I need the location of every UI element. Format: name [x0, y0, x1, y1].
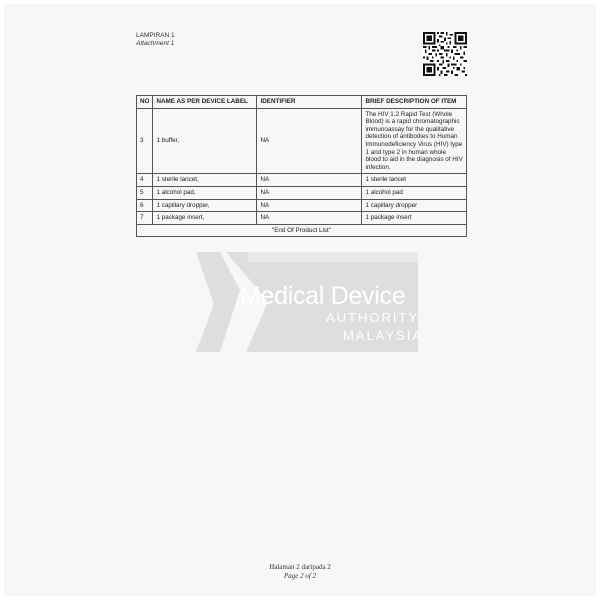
- cell-no: 4: [137, 174, 153, 187]
- page-number-english: Page 2 of 2: [283, 572, 317, 580]
- end-of-product-list: "End Of Product List": [137, 224, 467, 237]
- header-no: NO: [137, 96, 153, 109]
- table-row: [137, 186, 467, 199]
- cell-identifier: NA: [257, 174, 362, 187]
- cell-description: 1 alcohol pad: [362, 186, 467, 199]
- header-identifier: IDENTIFIER: [257, 96, 362, 109]
- attachment-label: Attachment 1: [136, 40, 175, 47]
- watermark-shape: [196, 252, 240, 352]
- cell-name: 1 alcohol pad,: [153, 186, 257, 199]
- cell-identifier: NA: [257, 212, 362, 225]
- cell-name: 1 sterile lancet,: [153, 174, 257, 187]
- cell-name: 1 capillary dropper,: [153, 199, 257, 212]
- cell-description: 1 capillary dropper: [362, 199, 467, 212]
- cell-identifier: NA: [257, 186, 362, 199]
- lampiran-label: LAMPIRAN 1: [136, 32, 175, 39]
- watermark-text-medical-device: Medical Device: [240, 282, 406, 310]
- cell-no: 6: [137, 199, 153, 212]
- cell-no: 3: [137, 108, 153, 174]
- table-row: [137, 199, 467, 212]
- cell-no: 7: [137, 212, 153, 225]
- page-footer: [4, 563, 596, 581]
- cell-name: 1 buffer,: [153, 108, 257, 174]
- watermark-text-malaysia: MALAYSIA: [343, 328, 424, 343]
- cell-description: 1 sterile lancet: [362, 174, 467, 187]
- cell-identifier: NA: [257, 199, 362, 212]
- header-name: NAME AS PER DEVICE LABEL: [153, 96, 257, 109]
- cell-name: 1 package insert,: [153, 212, 257, 225]
- end-of-list-row: [137, 224, 467, 237]
- cell-description: The HIV 1.2 Rapid Test (Whole Blood) is a rapid chromatographic immunoassay for the qualitative detection of antibodies to Human Immunodeficiency Virus (HIV) type 1 and type 2 in human whole blood to aid in the diagnosis of HIV infection.: [362, 108, 467, 174]
- cell-no: 5: [137, 186, 153, 199]
- watermark-text-authority: AUTHORITY: [326, 310, 420, 325]
- page-number-malay: Halaman 2 daripada 2: [269, 563, 331, 571]
- table-row: [137, 212, 467, 225]
- document-page: [4, 4, 596, 596]
- attachment-header: [136, 32, 175, 48]
- cell-description: 1 package insert: [362, 212, 467, 225]
- cell-identifier: NA: [257, 108, 362, 174]
- table-row: [137, 174, 467, 187]
- product-table: [136, 95, 467, 237]
- header-description: BRIEF DESCRIPTION OF ITEM: [362, 96, 467, 109]
- table-header-row: [137, 96, 467, 109]
- qr-code-icon: [423, 32, 467, 76]
- table-row: [137, 108, 467, 174]
